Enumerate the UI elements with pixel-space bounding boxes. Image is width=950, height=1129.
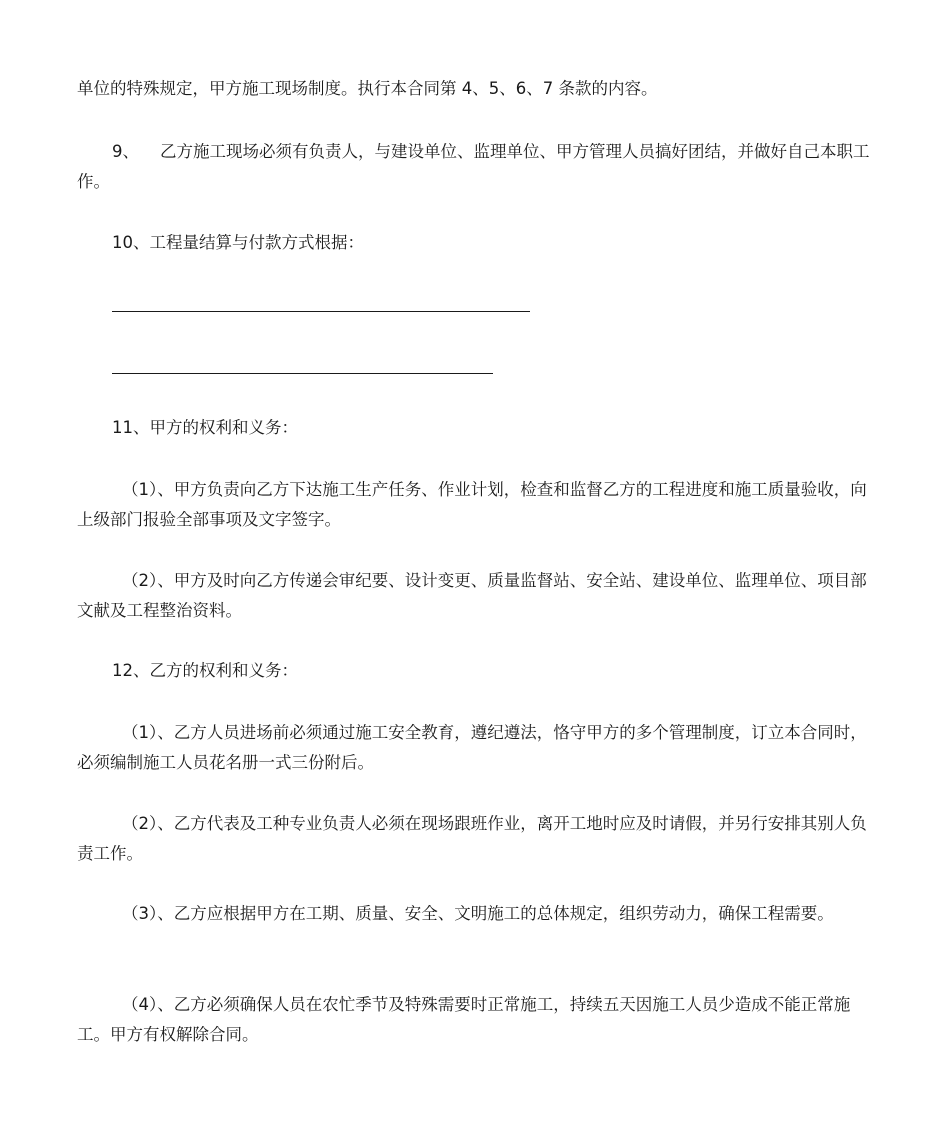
paragraph-12-4: （4）、乙方必须确保人员在农忙季节及特殊需要时正常施工，持续五天因施工人员少造成不能正常施工。甲方有权解除合同。 [77,995,851,1044]
paragraph-12-3: （3）、乙方应根据甲方在工期、质量、安全、文明施工的总体规定，组织劳动力，确保工程需要。 [122,904,834,923]
paragraph-11-2: （2）、甲方及时向乙方传递会审纪要、设计变更、质量监督站、安全站、建设单位、监理单位、项目部文献及工程整治资料。 [77,571,867,620]
paragraph-9-text: 乙方施工现场必须有负责人，与建设单位、监理单位、甲方管理人员搞好团结，并做好自己本职工作。 [77,142,870,191]
paragraph-12-1: （1）、乙方人员进场前必须通过施工安全教育，遵纪遵法，恪守甲方的多个管理制度，订立本合同时，必须编制施工人员花名册一式三份附后。 [77,723,867,772]
paragraph-12: 12、乙方的权利和义务： [112,661,298,680]
blank-fill-line-1 [112,311,530,312]
blank-fill-line-2 [112,373,493,374]
paragraph-9 [77,137,883,197]
paragraph-11: 11、甲方的权利和义务： [112,418,298,437]
paragraph-9-number: 9、 [112,142,139,161]
paragraph-10: 10、工程量结算与付款方式根据： [112,233,364,252]
paragraph-12-2: （2）、乙方代表及工种专业负责人必须在现场跟班作业，离开工地时应及时请假，并另行安排其别人负责工作。 [77,814,867,863]
paragraph-continuation: 单位的特殊规定，甲方施工现场制度。执行本合同第 4、5、6、7 条款的内容。 [77,79,658,98]
paragraph-11-1: （1）、甲方负责向乙方下达施工生产任务、作业计划，检查和监督乙方的工程进度和施工质量验收，向上级部门报验全部事项及文字签字。 [77,480,867,529]
